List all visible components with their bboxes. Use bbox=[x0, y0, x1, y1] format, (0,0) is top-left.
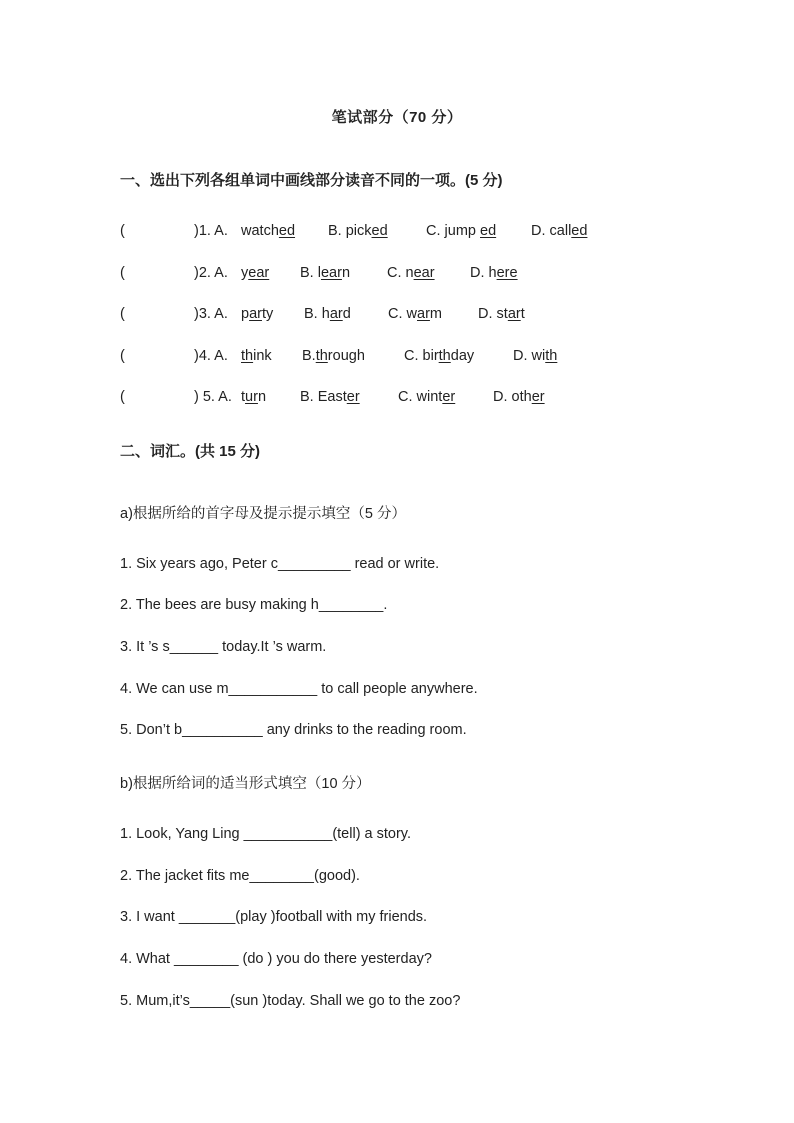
word-prefix: y bbox=[241, 265, 249, 281]
word-prefix: p bbox=[241, 306, 250, 322]
option-label: C. bbox=[387, 265, 406, 281]
option-label: B. bbox=[300, 265, 318, 281]
option-c bbox=[404, 348, 474, 364]
option-label: D. bbox=[470, 265, 489, 281]
phonics-question-3 bbox=[120, 306, 720, 326]
question-number: ) 5. A. bbox=[194, 389, 232, 405]
option-label: B. bbox=[304, 306, 322, 322]
underlined-letters: ear bbox=[248, 265, 270, 281]
answer-paren-open: ( bbox=[120, 223, 125, 239]
word-prefix: bir bbox=[422, 348, 439, 364]
word-suffix: n bbox=[341, 265, 351, 281]
question-number: )4. A. bbox=[194, 348, 228, 364]
answer-paren-open: ( bbox=[120, 389, 125, 405]
option-b bbox=[300, 389, 360, 405]
option-d bbox=[478, 306, 525, 322]
option-c bbox=[387, 265, 435, 281]
option-d bbox=[493, 389, 545, 405]
answer-paren-open: ( bbox=[120, 306, 125, 322]
option-b bbox=[304, 306, 351, 322]
section1-heading: 一、选出下列各组单词中画线部分读音不同的一项。(5 分) bbox=[120, 172, 503, 189]
word-suffix: n bbox=[257, 389, 267, 405]
part-a-item-2: 2. The bees are busy making h________. bbox=[120, 597, 388, 613]
option-label: B. bbox=[328, 223, 346, 239]
underlined-letters: th bbox=[315, 348, 328, 364]
option-a bbox=[241, 348, 272, 364]
word-prefix: watch bbox=[241, 223, 279, 239]
part-a-item-5: 5. Don’t b__________ any drinks to the reading room. bbox=[120, 722, 467, 738]
option-c bbox=[398, 389, 455, 405]
word-prefix: l bbox=[317, 265, 321, 281]
option-label: D. bbox=[531, 223, 550, 239]
underlined-letters: er bbox=[346, 389, 360, 405]
underlined-letters: ear bbox=[320, 265, 342, 281]
option-label: C. bbox=[426, 223, 445, 239]
underlined-letters: ar bbox=[329, 306, 343, 322]
phonics-question-5 bbox=[120, 389, 720, 409]
underlined-letters: ur bbox=[245, 389, 258, 405]
option-c bbox=[388, 306, 442, 322]
word-prefix: oth bbox=[511, 389, 532, 405]
option-label: B. bbox=[300, 389, 318, 405]
underlined-letters: ar bbox=[417, 306, 430, 322]
answer-paren-open: ( bbox=[120, 265, 125, 281]
word-prefix: wi bbox=[531, 348, 546, 364]
part-b-item-5: 5. Mum,it’s_____(sun )today. Shall we go to the zoo? bbox=[120, 993, 461, 1009]
option-label: C. bbox=[388, 306, 407, 322]
underlined-letters: ar bbox=[507, 306, 521, 322]
option-d bbox=[513, 348, 557, 364]
part-a-item-1: 1. Six years ago, Peter c_________ read or write. bbox=[120, 556, 440, 572]
phonics-question-1 bbox=[120, 223, 720, 243]
word-prefix: wint bbox=[416, 389, 443, 405]
part-b-item-1: 1. Look, Yang Ling ___________(tell) a story. bbox=[120, 826, 412, 842]
option-b bbox=[300, 265, 350, 281]
option-label: D. bbox=[493, 389, 512, 405]
underlined-letters: er bbox=[531, 389, 545, 405]
option-a bbox=[241, 265, 269, 281]
phonics-question-2 bbox=[120, 265, 720, 285]
part-b-item-3: 3. I want _______(play )football with my friends. bbox=[120, 909, 428, 925]
answer-paren-open: ( bbox=[120, 348, 125, 364]
option-label: C. bbox=[404, 348, 423, 364]
part-b-item-4: 4. What ________ (do ) you do there yesterday? bbox=[120, 951, 432, 967]
word-suffix: m bbox=[429, 306, 443, 322]
question-number: )1. A. bbox=[194, 223, 228, 239]
word-suffix: t bbox=[520, 306, 525, 322]
word-prefix: h bbox=[488, 265, 497, 281]
underlined-letters: th bbox=[438, 348, 451, 364]
underlined-letters: ed bbox=[571, 223, 588, 239]
question-number: )3. A. bbox=[194, 306, 228, 322]
word-prefix: h bbox=[321, 306, 330, 322]
part-b-item-2: 2. The jacket fits me________(good). bbox=[120, 868, 360, 884]
section2-heading: 二、词汇。(共 15 分) bbox=[120, 443, 261, 460]
option-label: C. bbox=[398, 389, 417, 405]
option-a bbox=[241, 389, 266, 405]
option-label: D. bbox=[513, 348, 532, 364]
underlined-letters: er bbox=[442, 389, 456, 405]
part-a-item-4: 4. We can use m___________ to call people anywhere. bbox=[120, 681, 478, 697]
option-label: B. bbox=[302, 348, 316, 364]
page-title: 笔试部分（70 分） bbox=[331, 109, 463, 126]
underlined-letters: ed bbox=[278, 223, 296, 239]
part-a-item-3: 3. It ’s s______ today.It ’s warm. bbox=[120, 639, 327, 655]
word-suffix: day bbox=[450, 348, 475, 364]
option-a bbox=[241, 306, 273, 322]
underlined-letters: ar bbox=[249, 306, 262, 322]
word-prefix: n bbox=[405, 265, 414, 281]
option-b bbox=[302, 348, 365, 364]
option-c bbox=[426, 223, 496, 239]
word-suffix: rough bbox=[327, 348, 365, 364]
option-b bbox=[328, 223, 388, 239]
underlined-letters: ed bbox=[371, 223, 388, 239]
phonics-question-4 bbox=[120, 348, 720, 368]
part-a-heading: a)根据所给的首字母及提示提示填空（5 分） bbox=[120, 506, 406, 522]
underlined-letters: ear bbox=[413, 265, 435, 281]
word-suffix: d bbox=[342, 306, 351, 322]
underlined-letters: ed bbox=[480, 223, 497, 239]
option-a bbox=[241, 223, 295, 239]
option-label: D. bbox=[478, 306, 497, 322]
underlined-letters: ere bbox=[496, 265, 518, 281]
question-number: )2. A. bbox=[194, 265, 228, 281]
option-d bbox=[531, 223, 587, 239]
word-prefix: t bbox=[241, 389, 246, 405]
word-suffix: ty bbox=[261, 306, 274, 322]
word-prefix: jump bbox=[444, 223, 480, 239]
option-d bbox=[470, 265, 518, 281]
word-prefix: East bbox=[317, 389, 347, 405]
word-prefix: st bbox=[496, 306, 508, 322]
underlined-letters: th bbox=[545, 348, 558, 364]
word-prefix: call bbox=[549, 223, 572, 239]
word-prefix: w bbox=[406, 306, 418, 322]
underlined-letters: th bbox=[241, 348, 254, 364]
word-prefix: pick bbox=[345, 223, 372, 239]
word-suffix: ink bbox=[253, 348, 272, 364]
part-b-heading: b)根据所给词的适当形式填空（10 分） bbox=[120, 776, 371, 792]
